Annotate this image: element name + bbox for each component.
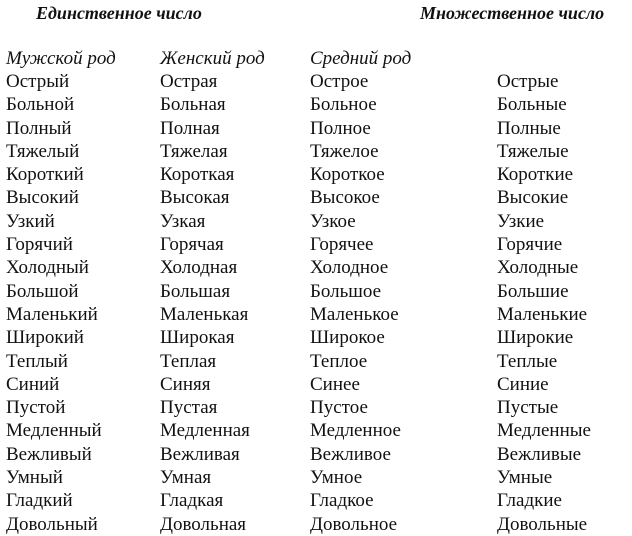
word-feminine: Узкая [160,210,206,232]
word-neuter: Острое [310,71,369,92]
word-masculine: Острый [6,71,70,92]
word-feminine: Тяжелая [160,140,228,162]
column-title-spacer [497,48,591,70]
word-neuter: Тяжелое [310,140,379,162]
word-plural: Вежливые [497,443,582,465]
word-feminine: Больная [160,94,226,116]
column-title-feminine: Женский род [160,48,265,69]
word-neuter: Медленное [310,420,401,442]
word-feminine: Широкая [160,327,235,349]
column-plural [497,48,591,536]
word-feminine: Полная [160,117,220,139]
word-masculine: Узкий [6,210,55,232]
word-masculine: Вежливый [6,443,92,465]
word-masculine: Синий [6,373,60,395]
word-list-plural [497,70,591,536]
word-neuter: Вежливое [310,443,391,465]
word-neuter: Короткое [310,164,385,186]
word-plural: Полные [497,117,561,139]
word-neuter: Умное [310,467,363,489]
word-neuter: Гладкое [310,490,374,512]
column-title-neuter: Средний род [310,48,412,69]
word-plural: Тяжелые [497,140,569,162]
word-list-masculine [6,70,116,536]
word-plural: Холодные [497,257,579,279]
word-plural: Синие [497,373,549,395]
word-plural: Большие [497,280,569,302]
column-neuter [310,48,411,536]
word-masculine: Высокий [6,187,79,209]
word-feminine: Острая [160,71,218,92]
word-masculine: Пустой [6,397,66,419]
word-feminine: Довольная [160,513,247,535]
word-list-feminine [160,70,265,536]
word-feminine: Высокая [160,187,230,209]
word-neuter: Широкое [310,327,385,349]
word-plural: Гладкие [497,490,562,512]
word-masculine: Большой [6,280,79,302]
word-masculine: Больной [6,94,75,116]
word-feminine: Маленькая [160,303,249,325]
word-plural: Маленькие [497,303,588,325]
word-plural: Короткие [497,164,574,186]
word-masculine: Умный [6,467,63,489]
word-feminine: Теплая [160,350,217,372]
word-neuter: Холодное [310,257,389,279]
word-neuter: Синее [310,373,360,395]
word-plural: Теплые [497,350,558,372]
word-feminine: Умная [160,467,212,489]
word-masculine: Короткий [6,164,84,186]
word-neuter: Довольное [310,513,398,535]
word-masculine: Полный [6,117,72,139]
word-masculine: Горячий [6,234,73,256]
header-singular: Единственное число [36,3,202,23]
word-plural: Высокие [497,187,569,209]
word-neuter: Маленькое [310,303,399,325]
word-feminine: Горячая [160,234,224,256]
word-neuter: Больное [310,94,377,116]
word-plural: Пустые [497,397,559,419]
word-plural: Широкие [497,327,574,349]
word-feminine: Медленная [160,420,250,442]
column-feminine [160,48,265,536]
word-plural: Острые [497,71,559,92]
word-masculine: Медленный [6,420,102,442]
word-list-neuter [310,70,411,536]
word-plural: Узкие [497,210,545,232]
word-neuter: Теплое [310,350,368,372]
word-masculine: Маленький [6,303,98,325]
word-neuter: Высокое [310,187,380,209]
header-plural: Множественное число [420,3,605,23]
word-masculine: Теплый [6,350,68,372]
word-feminine: Короткая [160,164,235,186]
column-masculine [6,48,116,536]
word-plural: Больные [497,94,567,116]
word-masculine: Тяжелый [6,140,80,162]
word-neuter: Полное [310,117,371,139]
word-feminine: Синяя [160,373,211,395]
word-masculine: Гладкий [6,490,73,512]
column-title-masculine: Мужской род [6,48,116,69]
word-masculine: Довольный [6,513,98,535]
word-neuter: Пустое [310,397,368,419]
word-feminine: Большая [160,280,231,302]
word-masculine: Широкий [6,327,84,349]
word-plural: Умные [497,467,553,489]
word-feminine: Холодная [160,257,238,279]
word-plural: Довольные [497,513,588,535]
word-feminine: Вежливая [160,443,240,465]
word-feminine: Пустая [160,397,218,419]
word-masculine: Холодный [6,257,89,279]
word-neuter: Горячее [310,234,374,256]
word-plural: Медленные [497,420,591,442]
word-neuter: Узкое [310,210,356,232]
word-neuter: Большое [310,280,382,302]
word-feminine: Гладкая [160,490,224,512]
word-plural: Горячие [497,234,563,256]
